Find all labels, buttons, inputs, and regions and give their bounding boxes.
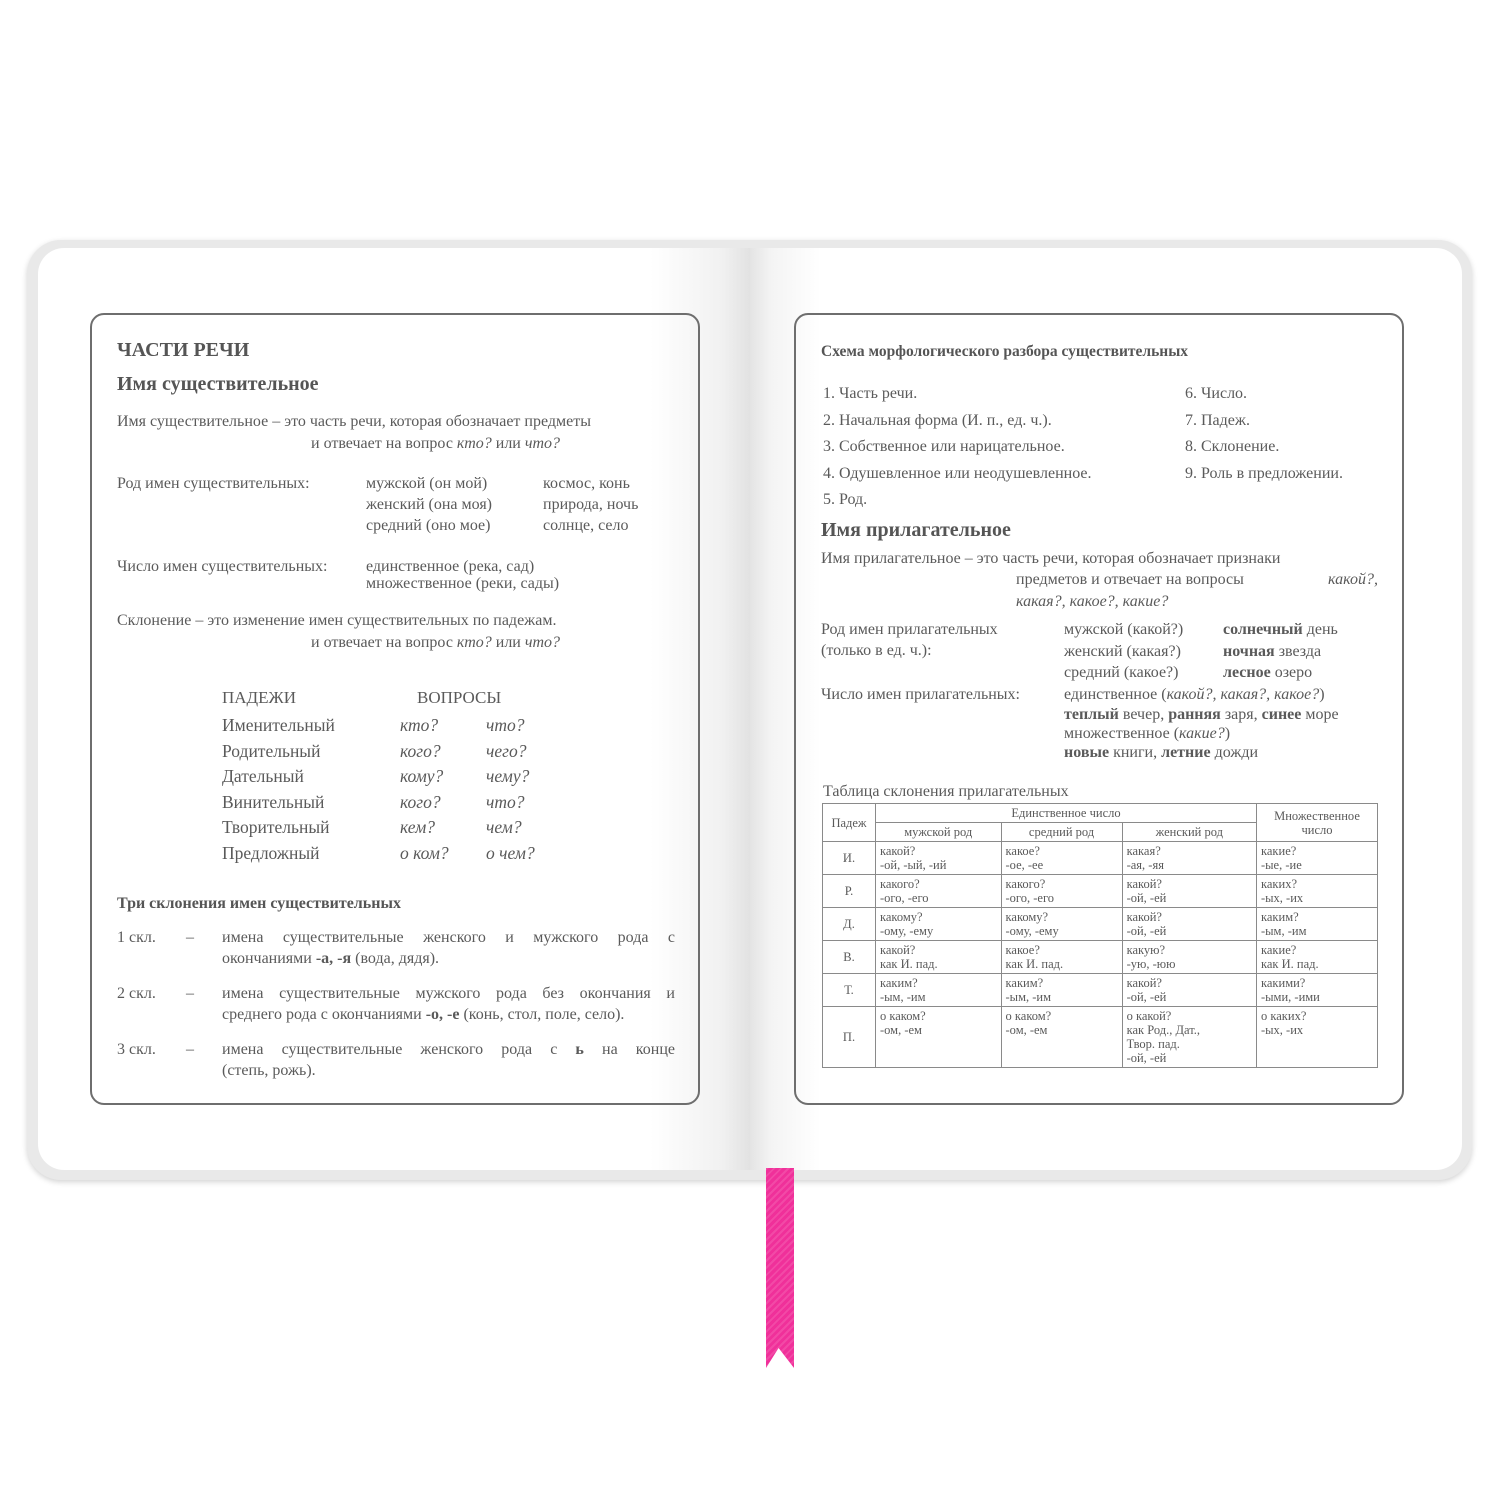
case-name: Именительный xyxy=(222,715,335,735)
table-question: какой? xyxy=(1126,877,1162,891)
declension-line2-bold: -о, -е xyxy=(425,1006,460,1023)
adj-number-sing: единственное (какой?, какая?, какое?) xyxy=(1064,686,1325,703)
table-question: какие? xyxy=(1261,844,1297,858)
table-ending: -ые, -ие xyxy=(1261,858,1302,872)
example-noun: море xyxy=(1301,706,1339,723)
bookmark-ribbon xyxy=(766,1168,794,1368)
table-cell-m xyxy=(876,875,1002,908)
table-question: какому? xyxy=(880,910,923,924)
table-cell-f xyxy=(1122,875,1256,908)
adj-gender-example xyxy=(1223,641,1321,662)
table-question: каким? xyxy=(1261,910,1299,924)
adj-example-bold: лесное xyxy=(1223,664,1271,681)
table-case-cell: П. xyxy=(823,1007,876,1068)
adj-gender-label2: (только в ед. ч.): xyxy=(821,642,932,659)
scheme-item: 3. Собственное или нарицательное. xyxy=(823,438,1065,455)
table-row xyxy=(823,908,1378,941)
th-singular: Единственное число xyxy=(876,804,1257,823)
example-noun: дожди xyxy=(1210,744,1259,761)
noun-gender-f: женский (она моя) xyxy=(366,496,493,513)
table-cell-m xyxy=(876,908,1002,941)
table-ending: -ой, -ый, -ий xyxy=(880,858,947,872)
cases-header: ПАДЕЖИ xyxy=(222,688,297,707)
declension-line2 xyxy=(222,1004,624,1025)
th-case: Падеж xyxy=(823,804,876,842)
table-row xyxy=(823,1007,1378,1068)
table-ending: -ому, -ему xyxy=(1005,924,1059,938)
table-question: какому? xyxy=(1005,910,1049,924)
section-title: ЧАСТИ РЕЧИ xyxy=(117,339,250,361)
declension-line1-text: имена существительные женского и мужского рода с xyxy=(222,929,675,946)
declension-number: 3 скл. xyxy=(117,1041,156,1058)
declension-line2-text: среднего рода с окончаниями xyxy=(222,1006,426,1023)
th-masculine: мужской род xyxy=(876,823,1002,842)
table-cell-p xyxy=(1257,974,1378,1007)
adjective-definition-line2: предметов и отвечает на вопросы какой?, xyxy=(1016,571,1378,588)
th-feminine: женский род xyxy=(1122,823,1256,842)
table-cell-m xyxy=(876,974,1002,1007)
table-cell-f xyxy=(1122,941,1256,974)
declension-line1-text: имена существительные женского рода с xyxy=(222,1041,576,1058)
table-ending: -ого, -его xyxy=(1005,891,1055,905)
table-case-cell: И. xyxy=(823,842,876,875)
table-case-cell: Р. xyxy=(823,875,876,908)
table-question: каким? xyxy=(1005,976,1044,990)
declension-line1 xyxy=(222,1039,675,1060)
declension-dash: – xyxy=(186,1041,194,1058)
table-row xyxy=(823,842,1378,875)
th-plural: Множественное число xyxy=(1257,804,1378,842)
declension-line1 xyxy=(222,983,675,1004)
table-cell-f xyxy=(1122,1007,1256,1068)
declension-line2 xyxy=(222,948,439,969)
declension-line2-rest: (конь, стол, поле, село). xyxy=(459,1006,625,1023)
case-question-animate: кем? xyxy=(400,817,435,837)
table-cell-n xyxy=(1001,1007,1122,1068)
table-cell-n xyxy=(1001,974,1122,1007)
case-question-animate: кто? xyxy=(400,715,439,735)
table-ending: -ой, -ей xyxy=(1126,990,1167,1004)
table-ending: -ой, -ей xyxy=(1126,1051,1167,1065)
table-ending: -ой, -ей xyxy=(1126,924,1167,938)
example-noun: книги, xyxy=(1109,744,1162,761)
declension-line2-bold: -а, -я xyxy=(315,950,352,967)
noun-definition-line2: и отвечает на вопрос кто? или что? xyxy=(311,435,561,452)
table-cell-n xyxy=(1001,941,1122,974)
noun-gender-ex-f: природа, ночь xyxy=(543,496,639,513)
scheme-item: 9. Роль в предложении. xyxy=(1185,464,1343,482)
table-case-cell: Д. xyxy=(823,908,876,941)
scheme-item: 7. Падеж. xyxy=(1185,411,1250,429)
case-question-inanimate: чему? xyxy=(486,766,530,786)
declension-number: 1 скл. xyxy=(117,929,156,946)
table-cell-p xyxy=(1257,908,1378,941)
adj-gender-label1: Род имен прилагательных xyxy=(821,621,998,638)
table-question: о какой? xyxy=(1126,1009,1172,1023)
noun-number-sing: единственное (река, сад) xyxy=(366,558,535,575)
example-adjective: новые xyxy=(1064,744,1110,761)
table-ending: -ых, -их xyxy=(1261,891,1304,905)
table-ending: -ое, -ее xyxy=(1005,858,1044,872)
table-cell-p xyxy=(1257,1007,1378,1068)
declension-line2-text: окончаниями xyxy=(222,950,316,967)
table-ending: как И. пад. xyxy=(1261,957,1319,971)
case-question-inanimate: что? xyxy=(486,715,525,735)
table-question: какое? xyxy=(1005,844,1040,858)
table-question: какой? xyxy=(1126,976,1162,990)
example-noun: вечер, xyxy=(1118,706,1169,723)
case-question-animate: кого? xyxy=(400,791,441,812)
questions-header: ВОПРОСЫ xyxy=(417,688,502,707)
declension-number: 2 скл. xyxy=(117,985,156,1002)
table-question: каким? xyxy=(880,976,918,990)
case-question-animate: о ком? xyxy=(400,842,449,863)
case-name: Дательный xyxy=(222,766,304,786)
scheme-title: Схема морфологического разбора существительных xyxy=(821,343,1189,360)
table-cell-n xyxy=(1001,875,1122,908)
case-question-inanimate: чем? xyxy=(486,817,522,837)
table-cell-p xyxy=(1257,941,1378,974)
example-adjective: теплый xyxy=(1064,706,1119,723)
case-question-inanimate: о чем? xyxy=(486,842,535,863)
table-ending: -ая, -яя xyxy=(1126,858,1164,872)
scheme-item: 6. Число. xyxy=(1185,385,1248,402)
table-ending: -ую, -юю xyxy=(1126,957,1176,971)
noun-gender-ex-n: солнце, село xyxy=(543,517,629,534)
case-question-inanimate: чего? xyxy=(486,740,527,761)
adj-number-label: Число имен прилагательных: xyxy=(821,686,1020,703)
table-ending: -ому, -ему xyxy=(880,924,934,938)
table-ending: Твор. пад. xyxy=(1126,1037,1180,1051)
th-neuter: средний род xyxy=(1001,823,1122,842)
table-question: какие? xyxy=(1261,943,1297,957)
table-cell-p xyxy=(1257,875,1378,908)
three-declensions-title: Три склонения имен существительных xyxy=(117,895,401,912)
declension-line2-rest: (вода, дядя). xyxy=(351,950,440,967)
declension-dash: – xyxy=(186,985,194,1002)
noun-gender-label: Род имен существительных: xyxy=(117,475,310,492)
table-ending: -ого, -его xyxy=(880,891,929,905)
noun-number-label: Число имен существительных: xyxy=(117,558,328,575)
table-ending: -ым, -им xyxy=(1261,924,1307,938)
noun-gender-ex-m: космос, конь xyxy=(543,475,630,492)
example-adjective: ранняя xyxy=(1168,706,1221,723)
adj-example-noun: озеро xyxy=(1270,664,1313,681)
table-question: о каких? xyxy=(1261,1009,1307,1023)
table-question: какую? xyxy=(1126,943,1166,957)
scheme-item: 5. Род. xyxy=(823,491,868,508)
table-question: каких? xyxy=(1261,877,1297,891)
adj-gender-item: средний (какое?) xyxy=(1064,664,1179,681)
table-cell-f xyxy=(1122,842,1256,875)
scheme-item: 4. Одушевленное или неодушевленное. xyxy=(823,464,1092,482)
scheme-item: 8. Склонение. xyxy=(1185,438,1280,455)
table-cell-m xyxy=(876,842,1002,875)
scheme-item: 2. Начальная форма (И. п., ед. ч.). xyxy=(823,411,1052,429)
declension-line2 xyxy=(222,1060,316,1081)
adj-gender-item: женский (какая?) xyxy=(1064,642,1181,660)
adjective-declension-table xyxy=(822,803,1378,1068)
table-cell-f xyxy=(1122,974,1256,1007)
table-row xyxy=(823,941,1378,974)
case-question-animate: кому? xyxy=(400,766,444,786)
case-name: Винительный xyxy=(222,791,325,812)
table-ending: -ым, -им xyxy=(1005,990,1051,1004)
noun-number-plur: множественное (реки, сады) xyxy=(366,575,560,592)
table-question: какой? xyxy=(880,943,916,957)
table-cell-n xyxy=(1001,842,1122,875)
table-question: какого? xyxy=(1005,877,1046,891)
adj-gender-example xyxy=(1223,619,1338,640)
example-adjective: синее xyxy=(1261,706,1302,723)
declension-definition-line1: Склонение – это изменение имен существительных по падежам. xyxy=(117,612,557,629)
table-question: какого? xyxy=(880,877,920,891)
table-ending: как И. пад. xyxy=(880,957,938,971)
table-question: какими? xyxy=(1261,976,1306,990)
adj-example-bold: ночная xyxy=(1223,642,1275,660)
table-ending: как И. пад. xyxy=(1005,957,1064,971)
declension-line1-rest: на конце xyxy=(583,1041,675,1058)
table-question: о каком? xyxy=(880,1009,926,1023)
table-case-cell: Т. xyxy=(823,974,876,1007)
adj-gender-item: мужской (какой?) xyxy=(1064,621,1184,638)
adj-number-plur: множественное (какие?) xyxy=(1064,725,1231,742)
noun-definition-line1: Имя существительное – это часть речи, которая обозначает предметы xyxy=(117,413,591,430)
table-ending: -ом, -ем xyxy=(880,1023,922,1037)
table-row xyxy=(823,974,1378,1007)
table-cell-f xyxy=(1122,908,1256,941)
adjective-definition-line1: Имя прилагательное – это часть речи, которая обозначает признаки xyxy=(821,550,1281,567)
case-question-animate: кого? xyxy=(400,740,441,761)
declension-definition-line2: и отвечает на вопрос кто? или что? xyxy=(311,634,561,651)
adj-gender-example xyxy=(1223,662,1312,683)
adjective-definition-line3: какая?, какое?, какие? xyxy=(1016,593,1169,610)
table-ending: -ым, -им xyxy=(880,990,926,1004)
declension-line2-text: (степь, рожь). xyxy=(222,1062,316,1079)
table-cell-m xyxy=(876,941,1002,974)
adj-example-noun: день xyxy=(1302,621,1338,638)
adj-example-bold: солнечный xyxy=(1223,621,1303,638)
noun-gender-n: средний (оно мое) xyxy=(366,517,491,534)
table-question: какая? xyxy=(1126,844,1161,858)
table-cell-m xyxy=(876,1007,1002,1068)
table-title: Таблица склонения прилагательных xyxy=(823,783,1069,800)
table-cell-p xyxy=(1257,842,1378,875)
adj-number-sing-example xyxy=(1064,704,1339,725)
table-question: какое? xyxy=(1005,943,1040,957)
table-question: какой? xyxy=(1126,910,1162,924)
case-name: Предложный xyxy=(222,842,320,863)
table-ending: -ыми, -ими xyxy=(1261,990,1320,1004)
noun-gender-m: мужской (он мой) xyxy=(366,475,488,492)
adj-example-noun: звезда xyxy=(1274,642,1322,660)
example-adjective: летние xyxy=(1161,744,1211,761)
case-question-inanimate: что? xyxy=(486,791,525,812)
table-case-cell: В. xyxy=(823,941,876,974)
example-noun: заря, xyxy=(1220,706,1262,723)
declension-line1-bold: ь xyxy=(575,1041,584,1058)
table-question: о каком? xyxy=(1005,1009,1052,1023)
case-name: Родительный xyxy=(222,740,321,761)
table-ending: -ой, -ей xyxy=(1126,891,1167,905)
table-question: какой? xyxy=(880,844,916,858)
adjective-title: Имя прилагательное xyxy=(821,519,1011,541)
table-ending: -ом, -ем xyxy=(1005,1023,1048,1037)
noun-title: Имя существительное xyxy=(117,373,319,395)
declension-line1 xyxy=(222,927,675,948)
scheme-item: 1. Часть речи. xyxy=(823,385,918,402)
table-ending: -ых, -их xyxy=(1261,1023,1304,1037)
declension-line1-text: имена существительные мужского рода без окончания и xyxy=(222,985,675,1002)
case-name: Творительный xyxy=(222,817,330,837)
declension-dash: – xyxy=(186,929,194,946)
adj-number-plur-example xyxy=(1064,742,1258,763)
table-row xyxy=(823,875,1378,908)
table-ending: как Род., Дат., xyxy=(1126,1023,1200,1037)
table-cell-n xyxy=(1001,908,1122,941)
